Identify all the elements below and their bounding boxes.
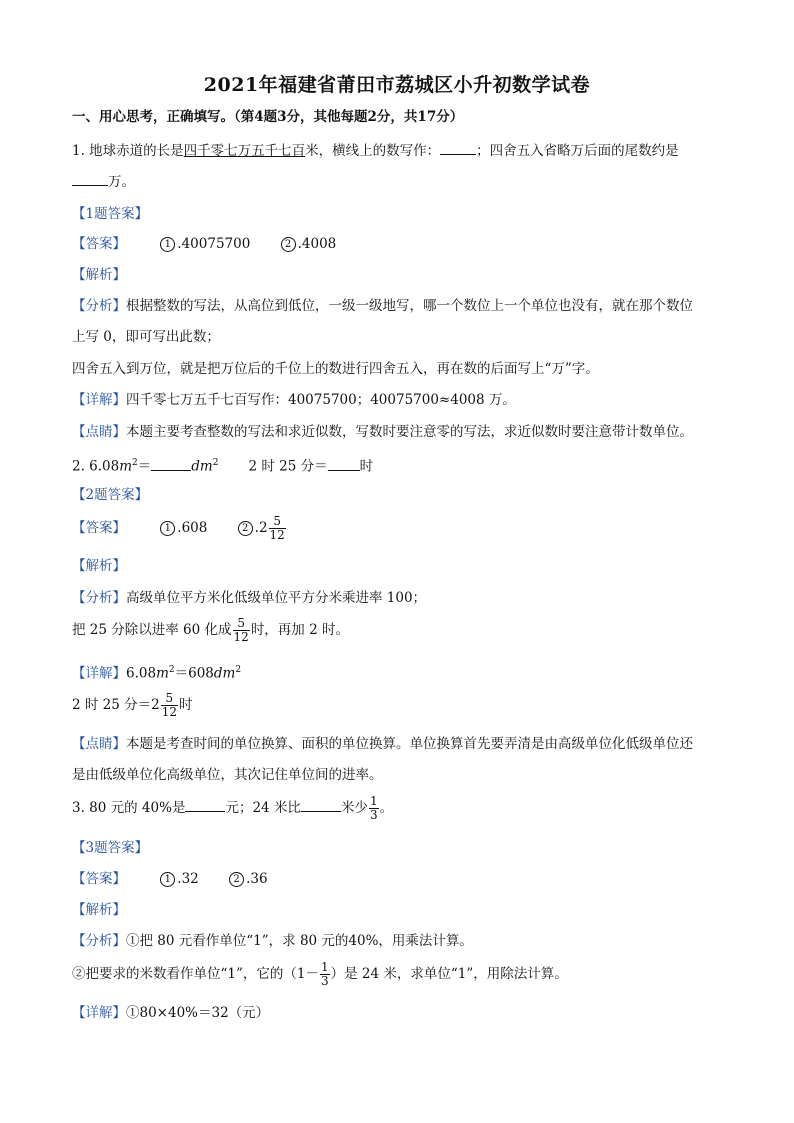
- q3-answer: [72, 870, 268, 888]
- equals: ＝: [137, 458, 152, 475]
- xiangjie-text: 2 时 25 分＝2: [72, 697, 160, 713]
- answer-value: .608: [177, 520, 208, 536]
- answer-value: .2: [254, 520, 268, 536]
- fraction: [161, 692, 178, 719]
- superscript: 2: [212, 458, 219, 468]
- q1-answer-header: 【1题答案】: [72, 206, 149, 222]
- q1-text-end: 万。: [108, 174, 135, 190]
- circle-number: 1: [160, 237, 175, 252]
- fenxi-label: 【分析】: [72, 590, 126, 606]
- unit-m: m: [119, 458, 133, 475]
- answer-value: .36: [246, 871, 268, 887]
- fenxi-label: 【分析】: [72, 298, 126, 314]
- q2-fenxi-line2: [72, 616, 349, 644]
- fraction-numerator: 1: [369, 794, 378, 808]
- q1-text: 1. 地球赤道的长是: [72, 143, 184, 159]
- answer-blank: [328, 458, 360, 471]
- xiangjie-label: 【详解】: [72, 1005, 126, 1021]
- q1-text-after: ；四舍五入省略万后面的尾数约是: [476, 143, 679, 159]
- q2-answer: [72, 514, 287, 542]
- fraction-numerator: 5: [233, 617, 250, 631]
- circle-number: 2: [238, 521, 253, 536]
- answer-blank: [440, 142, 476, 155]
- fraction: [269, 515, 286, 542]
- q1-fenxi-line2: 上写 0，即可写出此数；: [72, 329, 220, 345]
- unit-dm: dm: [213, 665, 236, 682]
- q1-underlined: 四千零七万五千七百: [183, 143, 306, 159]
- fraction-denominator: 12: [233, 630, 249, 644]
- q1-xiangjie: [72, 391, 516, 409]
- dianjing-text: 本题主要考查整数的写法和求近似数，写数时要注意零的写法，求近似数时要注意带计数单位。: [126, 424, 693, 440]
- q2-answer-header: 【2题答案】: [72, 487, 149, 503]
- fenxi-text: 高级单位平方米化低级单位平方分米乘进率 100；: [126, 590, 427, 606]
- q2-xiangjie: [72, 661, 241, 683]
- fenxi-text: ②把要求的米数看作单位“1”，它的（1－: [72, 966, 319, 982]
- answer-blank: [151, 458, 191, 471]
- question-3: [72, 794, 393, 822]
- circle-number: 2: [281, 237, 296, 252]
- q3-fenxi-line2: [72, 960, 568, 988]
- answer-value: .4008: [297, 236, 337, 252]
- fenxi-text: ）是 24 米，求单位“1”，用除法计算。: [330, 966, 568, 982]
- q3-answer-header: 【3题答案】: [72, 840, 149, 856]
- fenxi-text: 把 25 分除以进率 60 化成: [72, 622, 232, 638]
- fraction-denominator: 12: [161, 705, 178, 719]
- q1-text-mid: 米，横线上的数写作：: [305, 143, 441, 159]
- unit-dm: dm: [191, 458, 213, 475]
- q3-text-after: 米少: [340, 800, 368, 816]
- question-2: [72, 454, 373, 476]
- fraction: [320, 961, 330, 988]
- fenxi-text: 时，再加 2 时。: [250, 622, 349, 638]
- answer-label: 【答案】: [72, 520, 126, 536]
- question-1: [72, 142, 679, 160]
- q1-answer: [72, 235, 336, 253]
- xiangjie-text: ①80×40%＝32（元）: [126, 1005, 270, 1021]
- circle-number: 1: [160, 521, 175, 536]
- fraction-numerator: 5: [269, 515, 286, 529]
- q3-analysis-header: 【解析】: [72, 902, 126, 918]
- fraction: [233, 617, 250, 644]
- fraction-denominator: 12: [269, 528, 285, 542]
- q2-part2: 2 时 25 分＝: [248, 458, 328, 475]
- xiangjie-label: 【详解】: [72, 665, 126, 682]
- circle-number: 1: [160, 872, 175, 887]
- question-1-line2: [72, 173, 135, 191]
- fenxi-label: 【分析】: [72, 933, 126, 949]
- superscript: 2: [132, 458, 138, 468]
- xiangjie-label: 【详解】: [72, 392, 126, 408]
- dianjing-text: 本题是考查时间的单位换算、面积的单位换算。单位换算首先要弄清是由高级单位化低级单位还: [126, 736, 693, 752]
- answer-value: .32: [177, 871, 199, 887]
- dianjing-label: 【点睛】: [72, 736, 126, 752]
- dianjing-label: 【点睛】: [72, 424, 126, 440]
- fraction-denominator: 3: [369, 808, 378, 822]
- xiangjie-text: 时: [179, 697, 193, 713]
- q2-text: 2. 6.08: [72, 458, 120, 475]
- fenxi-text: ①把 80 元看作单位“1”，求 80 元的40%，用乘法计算。: [126, 933, 473, 949]
- q1-analysis-header: 【解析】: [72, 267, 126, 283]
- fenxi-text: 根据整数的写法，从高位到低位，一级一级地写，哪一个数位上一个单位也没有，就在那个数位: [126, 298, 693, 314]
- superscript: 2: [168, 665, 175, 675]
- q1-fenxi: [72, 297, 693, 315]
- fraction-numerator: 5: [161, 692, 178, 706]
- fraction-numerator: 1: [320, 960, 329, 974]
- q3-text-end: 。: [379, 800, 394, 816]
- q3-xiangjie: [72, 1004, 269, 1022]
- answer-value: .40075700: [177, 236, 251, 252]
- page-title: 2021年福建省莆田市荔城区小升初数学试卷: [203, 74, 591, 96]
- answer-blank: [301, 799, 341, 812]
- q3-text: 3. 80 元的 40%是: [72, 800, 186, 816]
- xiangjie-text: 6.08: [126, 665, 157, 682]
- q2-part2-end: 时: [359, 458, 374, 475]
- q3-text-mid: 元；24 米比: [225, 800, 301, 816]
- xiangjie-text: ＝608: [174, 665, 214, 682]
- q2-analysis-header: 【解析】: [72, 558, 126, 574]
- q2-fenxi: [72, 589, 426, 607]
- section-heading: 一、用心思考，正确填写。（第4题3分，其他每题2分，共17分）: [72, 109, 464, 125]
- q2-dianjing: [72, 735, 693, 753]
- q2-time-line: [72, 691, 193, 719]
- answer-blank: [72, 173, 108, 186]
- answer-label: 【答案】: [72, 871, 126, 887]
- q2-dianjing-line2: 是由低级单位化高级单位，其次记住单位间的进率。: [72, 767, 383, 783]
- unit-m: m: [156, 665, 169, 682]
- circle-number: 2: [229, 872, 244, 887]
- q1-fenxi-line3: 四舍五入到万位，就是把万位后的千位上的数进行四舍五入，再在数的后面写上“万”字。: [72, 361, 599, 377]
- answer-label: 【答案】: [72, 236, 126, 252]
- q3-fenxi: [72, 932, 473, 950]
- fraction: [369, 795, 379, 822]
- superscript: 2: [235, 665, 242, 675]
- xiangjie-text: 四千零七万五千七百写作：40075700；40075700≈4008 万。: [126, 392, 516, 408]
- q1-dianjing: [72, 423, 693, 441]
- answer-blank: [185, 799, 225, 812]
- fraction-denominator: 3: [320, 974, 329, 988]
